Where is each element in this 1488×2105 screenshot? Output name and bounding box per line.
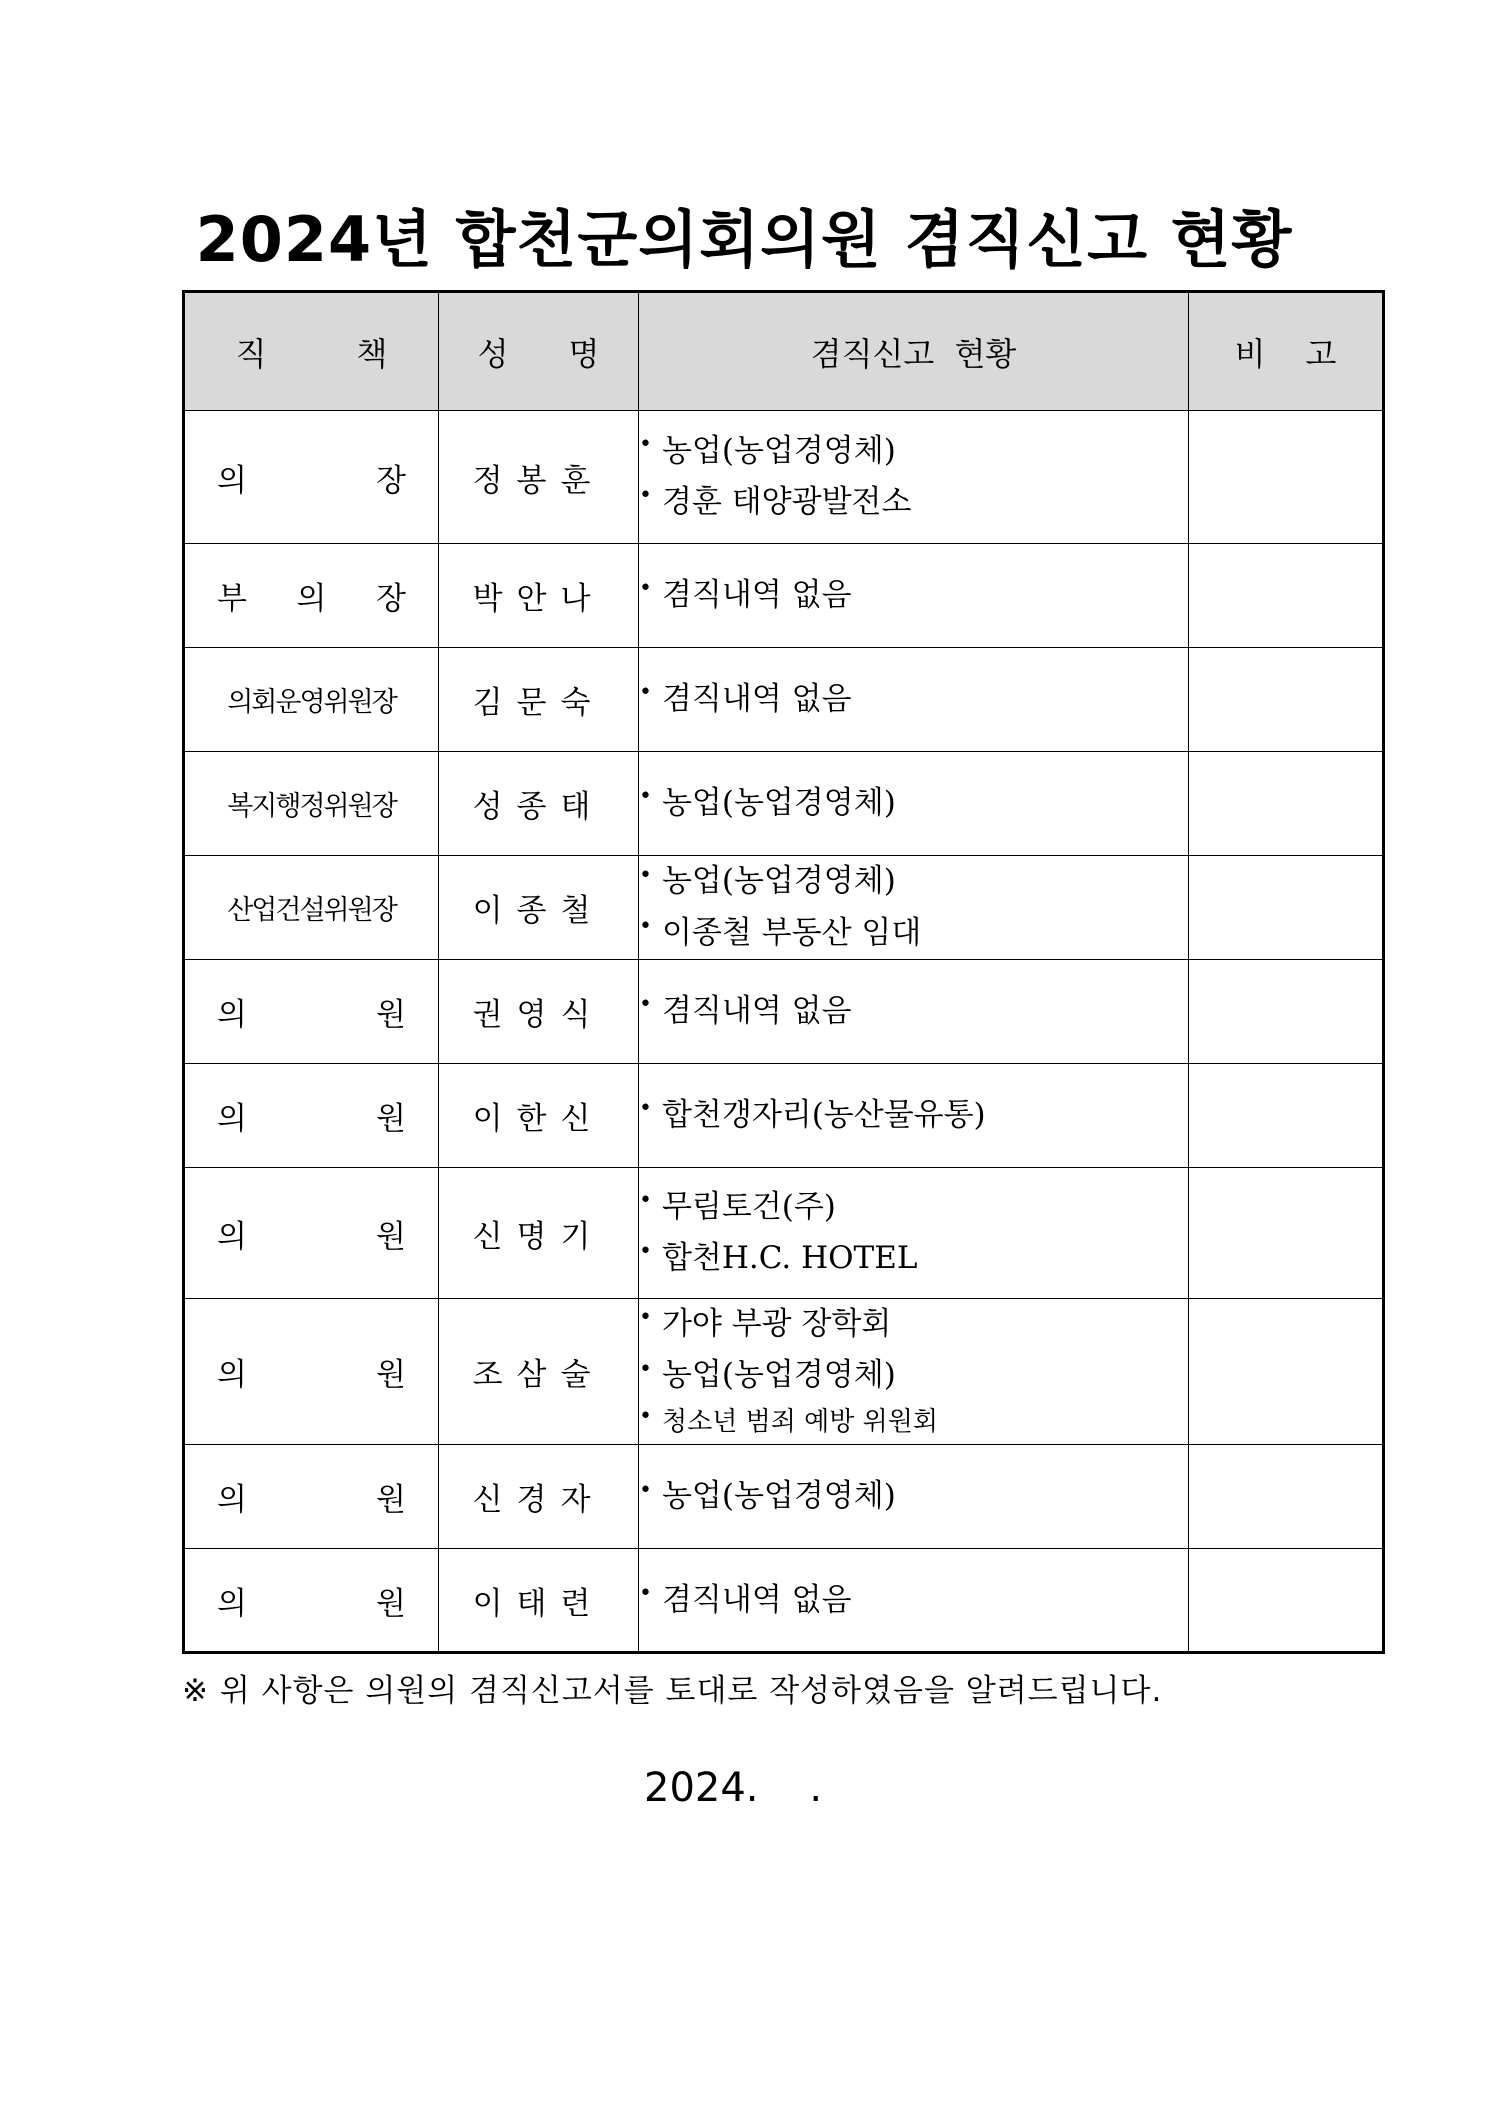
disclosure-item [639, 477, 1188, 528]
disclosure-cell [639, 752, 1189, 856]
role-part: 의 [217, 462, 247, 499]
disclosure-text: 경훈 태양광발전소 [661, 484, 912, 520]
role-cell [184, 752, 439, 856]
note-cell [1189, 1445, 1384, 1549]
member-name: 조삼술 [439, 1299, 639, 1445]
role-cell [184, 1445, 439, 1549]
role-cell [184, 1549, 439, 1653]
table-row [184, 960, 1384, 1064]
member-name: 이한신 [439, 1064, 639, 1168]
disclosure-item [639, 778, 1188, 829]
role-part: 원 [376, 997, 406, 1033]
bullet-icon: • [639, 1581, 652, 1607]
table-row [184, 1445, 1384, 1549]
table-row [184, 544, 1384, 648]
role-cell [184, 1299, 439, 1445]
table-row [184, 1168, 1384, 1299]
disclosure-cell [639, 1168, 1189, 1299]
role-part: 원 [376, 1218, 406, 1255]
disclosure-item [639, 1471, 1188, 1522]
disclosure-text: 가야 부광 장학회 [661, 1306, 892, 1342]
bullet-icon: • [639, 1403, 652, 1429]
table-header-row [184, 292, 1384, 411]
header-status: 겸직신고 현황 [639, 292, 1189, 411]
role-cell [184, 1168, 439, 1299]
bullet-icon: • [639, 784, 652, 810]
disclosure-text: 농업(농업경영체) [661, 863, 896, 900]
disclosure-cell [639, 544, 1189, 648]
member-name: 정봉훈 [439, 411, 639, 544]
member-name: 이태련 [439, 1549, 639, 1653]
bullet-icon: • [639, 576, 652, 602]
role-part: 의 [296, 581, 327, 617]
note-cell [1189, 544, 1384, 648]
role-cell [184, 648, 439, 752]
table-row [184, 752, 1384, 856]
table-row [184, 856, 1384, 960]
bullet-icon: • [639, 680, 652, 706]
disclosure-cell [639, 1064, 1189, 1168]
role-cell [184, 960, 439, 1064]
disclosure-item [639, 1350, 1188, 1401]
disclosure-text: 겸직내역 없음 [661, 576, 852, 613]
disclosure-item [639, 856, 1188, 907]
member-name: 김문숙 [439, 648, 639, 752]
member-name: 이종철 [439, 856, 639, 960]
disclosure-item [639, 570, 1188, 621]
role-part: 의 [217, 997, 247, 1033]
disclosure-cell [639, 648, 1189, 752]
disclosure-item [639, 1233, 1188, 1284]
date: 2024. . [644, 1765, 823, 1811]
disclosure-text: 합천갱자리(농산물유통) [661, 1096, 986, 1133]
disclosure-item [639, 1090, 1188, 1141]
role-cell [184, 1064, 439, 1168]
disclosure-text: 농업(농업경영체) [661, 432, 896, 469]
disclosure-text: 겸직내역 없음 [661, 992, 852, 1029]
disclosure-text: 농업(농업경영체) [661, 784, 896, 821]
bullet-icon: • [639, 913, 652, 939]
disclosure-cell [639, 960, 1189, 1064]
disclosure-item [639, 1299, 1188, 1350]
disclosure-cell [639, 1549, 1189, 1653]
member-name: 신명기 [439, 1168, 639, 1299]
disclosure-cell [639, 1299, 1189, 1445]
disclosure-text: 청소년 범죄 예방 위원회 [661, 1407, 938, 1438]
disclosure-text: 이종철 부동산 임대 [661, 914, 922, 951]
note-cell [1189, 856, 1384, 960]
table-row [184, 1549, 1384, 1653]
disclosure-item [639, 1575, 1188, 1626]
note-cell [1189, 1549, 1384, 1653]
bullet-icon: • [639, 483, 652, 509]
disclosure-text: 합천H.C. HOTEL [661, 1240, 918, 1276]
disclosure-text: 겸직내역 없음 [661, 1581, 852, 1618]
role-cell [184, 856, 439, 960]
role-part: 장 [376, 581, 406, 617]
header-name: 성 명 [439, 292, 639, 411]
note-cell [1189, 752, 1384, 856]
page-title: 2024년 합천군의회의원 겸직신고 현황 [195, 203, 1293, 276]
disclosure-item [639, 1401, 1188, 1444]
disclosure-item [639, 674, 1188, 725]
table-row [184, 1064, 1384, 1168]
role-part: 의 [217, 1218, 247, 1255]
bullet-icon: • [639, 862, 652, 888]
role-part: 장 [376, 462, 406, 499]
member-name: 박안나 [439, 544, 639, 648]
role-label: 의회운영위원장 [227, 687, 396, 718]
disclosure-item [639, 986, 1188, 1037]
role-part: 부 [217, 581, 247, 617]
role-part: 의 [217, 1482, 247, 1519]
disclosure-text: 무림토건(주) [661, 1188, 836, 1225]
member-name: 신경자 [439, 1445, 639, 1549]
role-part: 원 [376, 1357, 406, 1394]
note-cell [1189, 960, 1384, 1064]
bullet-icon: • [639, 1096, 652, 1122]
disclosure-text: 농업(농업경영체) [661, 1478, 896, 1515]
role-label: 산업건설위원장 [227, 895, 396, 926]
disclosure-text: 겸직내역 없음 [661, 680, 852, 717]
role-part: 원 [376, 1585, 406, 1622]
footnote: ※ 위 사항은 의원의 겸직신고서를 토대로 작성하였음을 알려드립니다. [182, 1673, 1163, 1709]
table-row [184, 1299, 1384, 1445]
role-part: 의 [217, 1585, 247, 1622]
disclosure-cell [639, 411, 1189, 544]
disclosure-item [639, 426, 1188, 477]
bullet-icon: • [639, 1356, 652, 1382]
table-row [184, 648, 1384, 752]
header-note: 비 고 [1189, 292, 1384, 411]
disclosure-table [182, 290, 1385, 1654]
bullet-icon: • [639, 1305, 652, 1331]
role-part: 의 [217, 1357, 247, 1394]
bullet-icon: • [639, 432, 652, 458]
role-cell [184, 544, 439, 648]
bullet-icon: • [639, 1188, 652, 1214]
note-cell [1189, 648, 1384, 752]
member-name: 권영식 [439, 960, 639, 1064]
role-cell [184, 411, 439, 544]
note-cell [1189, 411, 1384, 544]
bullet-icon: • [639, 1239, 652, 1265]
role-part: 원 [376, 1101, 406, 1137]
member-name: 성종태 [439, 752, 639, 856]
disclosure-cell [639, 1445, 1189, 1549]
disclosure-item [639, 1182, 1188, 1233]
bullet-icon: • [639, 1477, 652, 1503]
role-part: 의 [217, 1101, 247, 1137]
note-cell [1189, 1064, 1384, 1168]
bullet-icon: • [639, 992, 652, 1018]
table-row [184, 411, 1384, 544]
disclosure-text: 농업(농업경영체) [661, 1357, 896, 1394]
note-cell [1189, 1299, 1384, 1445]
role-part: 원 [376, 1482, 406, 1519]
note-cell [1189, 1168, 1384, 1299]
role-label: 복지행정위원장 [227, 791, 396, 822]
disclosure-item [639, 908, 1188, 959]
header-role: 직 책 [184, 292, 439, 411]
disclosure-cell [639, 856, 1189, 960]
